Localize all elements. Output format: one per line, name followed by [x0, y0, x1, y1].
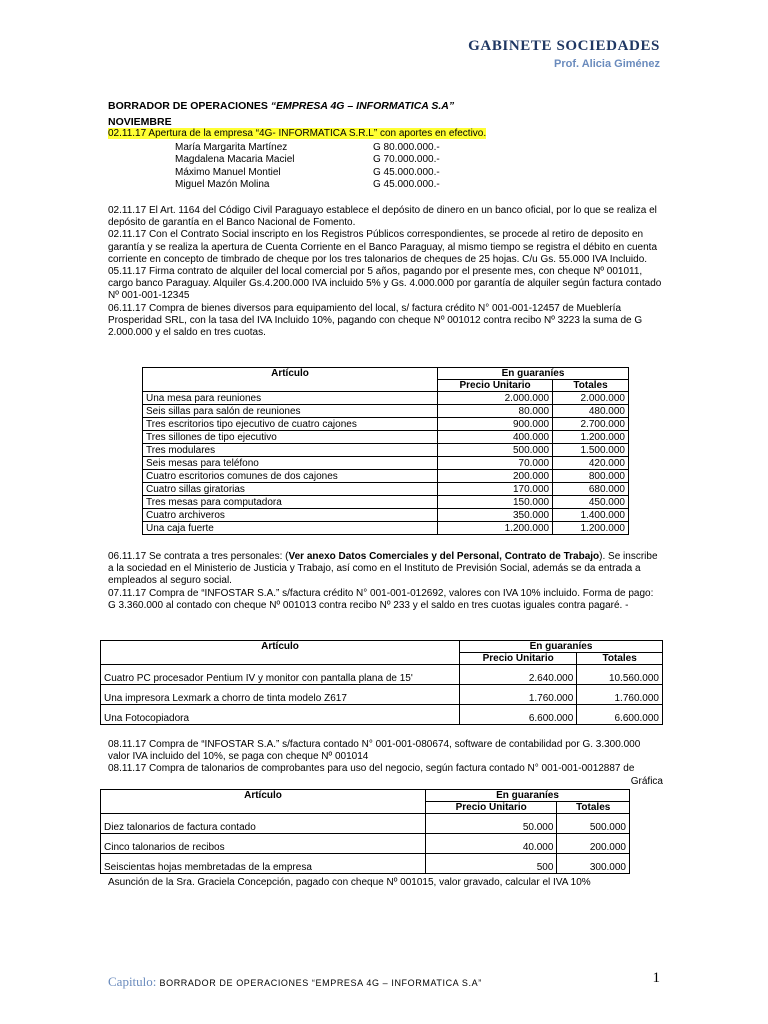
- table-row: [143, 405, 629, 418]
- footer: [108, 974, 482, 990]
- paragraph: 02.11.17 El Art. 1164 del Código Civil Paraguayo establece el depósito de dinero en un banco oficial, por lo que se realiza el depósito de garantía en el Banco Nacional de Fomento.: [108, 205, 657, 229]
- cell-item: Cuatro archiveros: [143, 509, 438, 522]
- cell-item: Cuatro PC procesador Pentium IV y monitor con pantalla plana de 15': [101, 665, 460, 685]
- col-guaranies: En guaraníes: [426, 790, 630, 802]
- table-row: [143, 483, 629, 496]
- header-subtitle: Prof. Alicia Giménez: [554, 58, 660, 70]
- cell-unit-price: 900.000: [438, 418, 553, 431]
- paragraph: 06.11.17 Compra de bienes diversos para equipamiento del local, s/ factura crédito N° 001-001-12457 de Mueblería Prosperidad SRL, con la tasa del IVA Incluido 10%, pagando con cheque Nº 001012 contra recibo Nº 3223 la suma de G 2.000.000 y el saldo en tres cuotas.: [108, 302, 643, 339]
- paragraph: 02.11.17 Con el Contrato Social inscripto en los Registros Públicos correspondientes, se procede al retiro de deposito en garantía y se realiza la apertura de Cuenta Corriente en el Banco Paraguay, al mismo tiempo se registra el débito en cuenta corriente en concepto de timbrado de cheque por los tres talonarios de cheques de 25 hojas. C/u Gs. 55.000 IVA Incluido.: [108, 229, 658, 265]
- col-articulo: Artículo: [143, 368, 438, 392]
- cell-item: Tres modulares: [143, 444, 438, 457]
- month-heading: NOVIEMBRE: [108, 116, 172, 128]
- cell-total: 1.400.000: [553, 509, 629, 522]
- stationery-table: [100, 789, 630, 874]
- cell-total: 10.560.000: [577, 665, 663, 685]
- table-row: [143, 444, 629, 457]
- header-title: GABINETE SOCIEDADES: [468, 38, 660, 54]
- cell-unit-price: 1.760.000: [460, 685, 577, 705]
- page-number: 1: [652, 970, 660, 986]
- table-row: [101, 854, 630, 874]
- cell-unit-price: 500.000: [438, 444, 553, 457]
- cell-total: 1.200.000: [553, 431, 629, 444]
- paragraph: 05.11.17 Firma contrato de alquiler del local comercial por 5 años, pagando por el presente mes, con cheque Nº 001011, cargo banco Paraguay. Alquiler Gs.4.200.000 IVA incluido 5% y Gs. 4.000.000 por garantía de alquiler según factura contado Nº 001-001-12345: [108, 266, 662, 302]
- col-guaranies: En guaraníes: [460, 641, 663, 653]
- col-articulo: Artículo: [101, 641, 460, 665]
- cell-item: Cinco talonarios de recibos: [101, 834, 426, 854]
- col-unit-price: Precio Unitario: [438, 380, 553, 392]
- partner-amount: G 45.000.000.-: [373, 179, 440, 190]
- closing-paragraph: Asunción de la Sra. Graciela Concepción, pagado con cheque Nº 001015, valor gravado, calcular el IVA 10%: [108, 877, 591, 888]
- col-articulo: Artículo: [101, 790, 426, 814]
- operation-opening: [108, 128, 663, 140]
- cell-unit-price: 150.000: [438, 496, 553, 509]
- cell-total: 450.000: [553, 496, 629, 509]
- partner-amount: G 70.000.000.-: [373, 154, 440, 165]
- cell-total: 2.700.000: [553, 418, 629, 431]
- partner-amount: G 45.000.000.-: [373, 167, 440, 178]
- cell-item: Seis sillas para salón de reuniones: [143, 405, 438, 418]
- cell-item: Diez talonarios de factura contado: [101, 814, 426, 834]
- cell-item: Una caja fuerte: [143, 522, 438, 535]
- para-part: 06.11.17 Se contrata a tres personales: (: [108, 551, 289, 562]
- cell-unit-price: 1.200.000: [438, 522, 553, 535]
- cell-item: Tres sillones de tipo ejecutivo: [143, 431, 438, 444]
- paragraph: Gráfica: [630, 775, 663, 787]
- partner-name: Miguel Mazón Molina: [175, 179, 270, 190]
- cell-unit-price: 350.000: [438, 509, 553, 522]
- paragraph: 07.11.17 Compra de “INFOSTAR S.A.” s/factura crédito N° 001-001-012692, valores con IVA 10% incluido. Forma de pago: G 3.360.000 al contado con cheque Nº 001013 contra recibo Nº 233 y el saldo en tres cuotas iguales contra pagaré. -: [108, 587, 654, 611]
- cell-unit-price: 2.000.000: [438, 392, 553, 405]
- paragraph: 08.11.17 Compra de talonarios de comprobantes para uso del negocio, según factura contado N° 001-001-0012887 de: [108, 763, 635, 775]
- table-row: [101, 685, 663, 705]
- cell-total: 2.000.000: [553, 392, 629, 405]
- table-row: [101, 665, 663, 685]
- table-row: [143, 431, 629, 444]
- paragraph: 08.11.17 Compra de “INFOSTAR S.A.” s/factura contado N° 001-001-080674, software de contabilidad por G. 3.300.000 valor IVA incluido del 10%, se paga con cheque Nº 001014: [108, 739, 641, 763]
- operations-text-3: [108, 739, 663, 788]
- footer-text: BORRADOR DE OPERACIONES “EMPRESA 4G – INFORMATICA S.A”: [159, 978, 482, 988]
- cell-unit-price: 200.000: [438, 470, 553, 483]
- table-row: [143, 457, 629, 470]
- cell-item: Seis mesas para teléfono: [143, 457, 438, 470]
- annex-reference: Ver anexo Datos Comerciales y del Personal, Contrato de Trabajo: [288, 551, 600, 562]
- cell-unit-price: 70.000: [438, 457, 553, 470]
- cell-total: 6.600.000: [577, 705, 663, 725]
- table-row: [101, 814, 630, 834]
- table-row: [101, 705, 663, 725]
- computer-table: [100, 640, 663, 725]
- cell-total: 680.000: [553, 483, 629, 496]
- cell-item: Seiscientas hojas membretadas de la empresa: [101, 854, 426, 874]
- col-unit-price: Precio Unitario: [426, 802, 557, 814]
- table-row: [143, 522, 629, 535]
- col-unit-price: Precio Unitario: [460, 653, 577, 665]
- cell-unit-price: 40.000: [426, 834, 557, 854]
- cell-total: 200.000: [557, 834, 630, 854]
- cell-total: 300.000: [557, 854, 630, 874]
- table-row: [101, 834, 630, 854]
- cell-unit-price: 400.000: [438, 431, 553, 444]
- cell-unit-price: 500: [426, 854, 557, 874]
- cell-item: Una mesa para reuniones: [143, 392, 438, 405]
- cell-unit-price: 2.640.000: [460, 665, 577, 685]
- cell-total: 1.760.000: [577, 685, 663, 705]
- title-company: “EMPRESA 4G – INFORMATICA S.A”: [270, 100, 455, 112]
- table-row: [143, 392, 629, 405]
- title-prefix: BORRADOR DE OPERACIONES: [108, 100, 271, 112]
- partner-name: Magdalena Macaria Maciel: [175, 154, 295, 165]
- cell-total: 480.000: [553, 405, 629, 418]
- partner-amount: G 80.000.000.-: [373, 142, 440, 153]
- operations-text-2: [108, 551, 663, 612]
- partner-name: Máximo Manuel Montiel: [175, 167, 281, 178]
- cell-item: Cuatro escritorios comunes de dos cajones: [143, 470, 438, 483]
- cell-unit-price: 50.000: [426, 814, 557, 834]
- partner-name: María Margarita Martínez: [175, 142, 288, 153]
- cell-total: 800.000: [553, 470, 629, 483]
- cell-total: 1.200.000: [553, 522, 629, 535]
- table-row: [143, 496, 629, 509]
- table-row: [143, 509, 629, 522]
- col-guaranies: En guaraníes: [438, 368, 629, 380]
- para-part: ). Se inscribe a la sociedad en el Ministerio de Justicia y Trabajo, así como en el Instituto de Previsión Social, además se da entrada a empleados al seguro social.: [108, 551, 658, 587]
- cell-item: Tres escritorios tipo ejecutivo de cuatro cajones: [143, 418, 438, 431]
- cell-total: 500.000: [557, 814, 630, 834]
- col-total: Totales: [557, 802, 630, 814]
- furniture-table: [142, 367, 629, 535]
- table-row: [143, 470, 629, 483]
- table-row: [143, 418, 629, 431]
- cell-total: 420.000: [553, 457, 629, 470]
- highlighted-operation: 02.11.17 Apertura de la empresa “4G- INFORMATICA S.R.L” con aportes en efectivo.: [108, 128, 487, 139]
- document-title: [108, 100, 663, 112]
- col-total: Totales: [577, 653, 663, 665]
- paragraph: [108, 551, 663, 588]
- cell-total: 1.500.000: [553, 444, 629, 457]
- cell-item: Cuatro sillas giratorias: [143, 483, 438, 496]
- cell-unit-price: 170.000: [438, 483, 553, 496]
- cell-item: Tres mesas para computadora: [143, 496, 438, 509]
- cell-unit-price: 6.600.000: [460, 705, 577, 725]
- footer-label: Capitulo:: [108, 974, 157, 989]
- cell-item: Una impresora Lexmark a chorro de tinta modelo Z617: [101, 685, 460, 705]
- cell-item: Una Fotocopiadora: [101, 705, 460, 725]
- operations-text: [108, 205, 663, 339]
- cell-unit-price: 80.000: [438, 405, 553, 418]
- col-total: Totales: [553, 380, 629, 392]
